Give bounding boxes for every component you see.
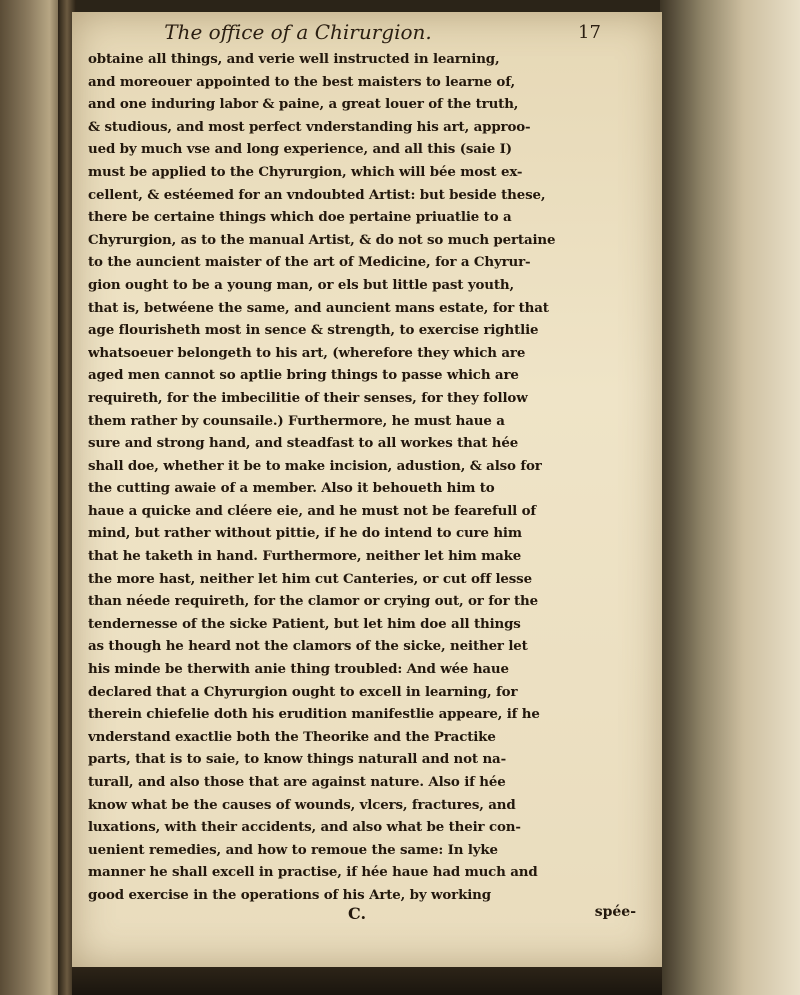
text-line: that he taketh in hand. Furthermore, neither let him make — [88, 548, 522, 565]
text-line: requireth, for the imbecilitie of their senses, for they follow — [88, 389, 528, 406]
text-line: must be applied to the Chyrurgion, which will bée most ex- — [88, 163, 523, 180]
text-line: aged men cannot so aptlie bring things to passe which are — [88, 367, 519, 384]
text-line: vnderstand exactlie both the Theorike and the Practike — [88, 728, 496, 745]
text-line: therein chiefelie doth his erudition manifestlie appeare, if he — [88, 706, 540, 723]
text-line: obtaine all things, and verie well instructed in learning, — [88, 51, 500, 67]
signature-mark: C. — [348, 904, 367, 923]
text-line: tendernesse of the sicke Patient, but let him doe all things — [88, 615, 521, 632]
text-line: luxations, with their accidents, and also what be their con- — [88, 819, 521, 836]
text-line: as though he heard not the clamors of the sicke, neither let — [88, 638, 528, 655]
previous-page-edge — [0, 0, 62, 995]
text-line: & studious, and most perfect vnderstanding his art, approo- — [88, 118, 531, 135]
text-line: there be certaine things which doe pertaine priuatlie to a — [88, 209, 512, 226]
page-footer — [88, 904, 648, 930]
text-line: to the auncient maister of the art of Medicine, for a Chyrur- — [88, 254, 531, 271]
text-line: declared that a Chyrurgion ought to excell in learning, for — [88, 683, 518, 700]
page-bottom-shadow — [72, 967, 662, 995]
text-line: than néede requireth, for the clamor or crying out, or for the — [88, 593, 538, 610]
text-line: haue a quicke and cléere eie, and he must not be fearefull of — [88, 502, 536, 519]
text-line: that is, betwéene the same, and auncient mans estate, for that — [88, 299, 549, 316]
text-line: manner he shall excell in practise, if hée haue had much and — [88, 864, 538, 881]
catchword: spée- — [594, 904, 636, 920]
text-line: know what be the causes of wounds, vlcers, fractures, and — [88, 796, 516, 813]
text-line: the cutting awaie of a member. Also it behoueth him to — [88, 480, 495, 497]
text-line: gion ought to be a young man, or els but little past youth, — [88, 276, 514, 293]
text-line: sure and strong hand, and steadfast to all workes that hée — [88, 435, 519, 452]
text-line: them rather by counsaile.) Furthermore, he must haue a — [88, 412, 505, 429]
text-line: cellent, & estéemed for an vndoubted Artist: but beside these, — [88, 186, 546, 203]
text-line: Chyrurgion, as to the manual Artist, & do not so much pertaine — [88, 231, 556, 248]
text-line: his minde be therwith anie thing troubled: And wée haue — [88, 661, 509, 678]
page-number: 17 — [578, 22, 601, 43]
body-text — [88, 48, 648, 907]
text-line: uenient remedies, and how to remoue the same: In lyke — [88, 841, 498, 858]
running-head: The office of a Chirurgion. — [164, 20, 432, 44]
text-line: good exercise in the operations of his Arte, by working — [88, 886, 491, 903]
text-line: whatsoeuer belongeth to his art, (wherefore they which are — [88, 344, 526, 361]
text-line: age flourisheth most in sence & strength, to exercise rightlie — [88, 322, 539, 339]
text-line: and moreouer appointed to the best maisters to learne of, — [88, 73, 516, 90]
text-line: ued by much vse and long experience, and all this (saie I) — [88, 141, 512, 158]
text-line: and one induring labor & paine, a great louer of the truth, — [88, 96, 519, 113]
next-page-edge — [660, 0, 800, 995]
text-line: shall doe, whether it be to make incision, adustion, & also for — [88, 457, 542, 474]
text-line: turall, and also those that are against nature. Also if hée — [88, 774, 506, 790]
text-line: mind, but rather without pittie, if he do intend to cure him — [88, 525, 522, 542]
text-line: parts, that is to saie, to know things naturall and not na- — [88, 751, 506, 768]
text-line: the more hast, neither let him cut Canteries, or cut off lesse — [88, 570, 532, 587]
